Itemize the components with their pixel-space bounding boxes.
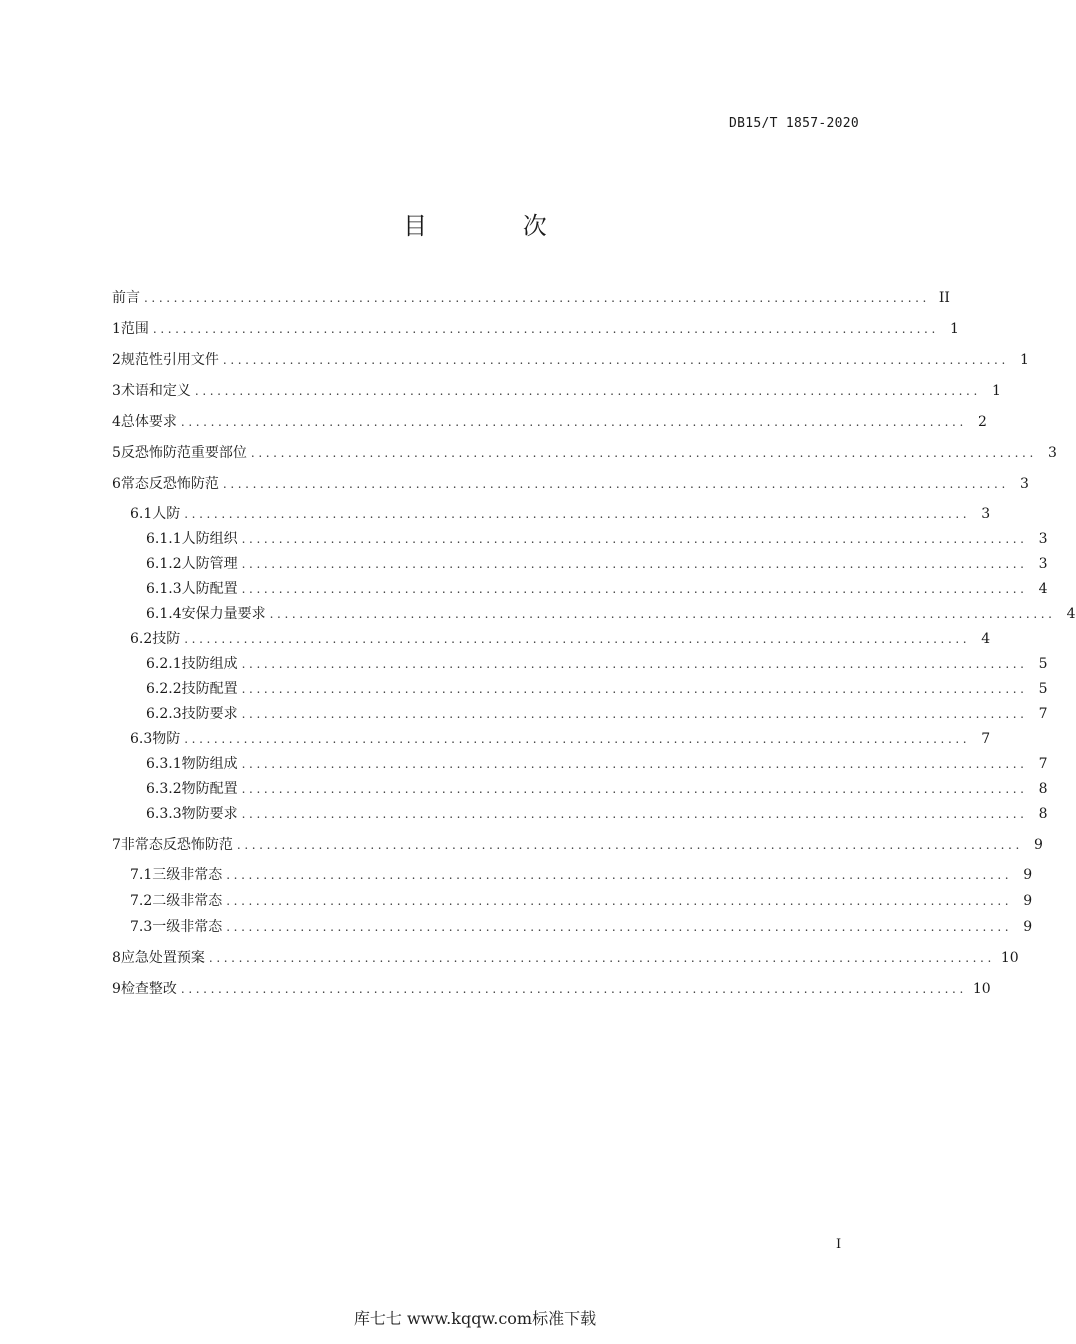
toc-entry-number: 6.3.3: [146, 806, 182, 822]
toc-entry[interactable]: [112, 865, 1033, 885]
toc-entry-page: 9: [1023, 867, 1033, 883]
toc-entry[interactable]: [112, 579, 1048, 599]
toc-dot-leader: ..........................................................................................................: [184, 732, 971, 746]
toc-entry-page: 4: [1038, 581, 1048, 597]
toc-entry[interactable]: [112, 979, 991, 999]
toc-entry[interactable]: [112, 779, 1048, 799]
toc-dot-leader: ..........................................................................................................: [241, 807, 1028, 821]
toc-entry-page: 3: [1038, 556, 1048, 572]
toc-entry-label: 应急处置预案: [120, 950, 205, 966]
toc-dot-leader: ..........................................................................................................: [180, 982, 967, 996]
toc-entry[interactable]: [112, 629, 991, 649]
toc-entry-page: 4: [1066, 606, 1076, 622]
toc-dot-leader: ..........................................................................................................: [180, 415, 967, 429]
toc-entry-number: 6.2: [130, 631, 153, 647]
page-title: 目 次: [403, 212, 591, 240]
toc-entry[interactable]: [112, 804, 1048, 824]
toc-entry-label: 规范性引用文件: [120, 352, 219, 368]
toc-entry-number: 6.2.3: [146, 706, 182, 722]
toc-entry-number: 6: [112, 476, 121, 492]
toc-entry-label: 人防管理: [181, 556, 238, 572]
toc-entry[interactable]: [112, 917, 1033, 937]
toc-entry-label: 技防: [152, 631, 181, 647]
toc-dot-leader: ..........................................................................................................: [226, 894, 1013, 908]
watermark: 库七七 www.kqqw.com标准下载: [353, 1309, 597, 1328]
toc-entry-number: 3: [112, 383, 121, 399]
toc-entry-label: 常态反恐怖防范: [120, 476, 219, 492]
toc-dot-leader: ..........................................................................................................: [184, 507, 971, 521]
toc-entry[interactable]: [112, 554, 1048, 574]
toc-dot-leader: ..........................................................................................................: [222, 477, 1009, 491]
toc-entry-label: 非常态反恐怖防范: [120, 837, 233, 853]
toc-entry-number: 4: [112, 414, 121, 430]
toc-entry-page: 3: [1047, 445, 1057, 461]
toc-dot-leader: ..........................................................................................................: [241, 532, 1028, 546]
toc-dot-leader: ..........................................................................................................: [241, 782, 1028, 796]
toc-dot-leader: ..........................................................................................................: [241, 582, 1028, 596]
toc-entry-number: 6.1.4: [146, 606, 182, 622]
toc-entry-page: 5: [1038, 681, 1048, 697]
toc-entry-page: 7: [981, 731, 991, 747]
document-code: DB15/T 1857-2020: [728, 116, 859, 131]
toc-entry-page: 1: [991, 383, 1001, 399]
toc-entry-label: 反恐怖防范重要部位: [120, 445, 247, 461]
toc-entry-number: 6.2.2: [146, 681, 182, 697]
toc-dot-leader: ..........................................................................................................: [241, 557, 1028, 571]
toc-entry-label: 前言: [112, 290, 140, 306]
toc-entry[interactable]: [112, 504, 991, 524]
toc-entry[interactable]: [112, 754, 1048, 774]
toc-entry-page: 5: [1038, 656, 1048, 672]
toc-dot-leader: ..........................................................................................................: [194, 384, 981, 398]
page-number: I: [836, 1237, 842, 1252]
toc-entry[interactable]: [112, 288, 950, 308]
toc-entry-label: 物防要求: [181, 806, 238, 822]
toc-entry-number: 6.3.2: [146, 781, 182, 797]
toc-dot-leader: ..........................................................................................................: [269, 607, 1056, 621]
toc-entry-page: 1: [1019, 352, 1029, 368]
toc-entry-label: 技防配置: [181, 681, 238, 697]
toc-entry[interactable]: [112, 443, 1057, 463]
table-of-contents: [112, 288, 1076, 999]
toc-entry-page: 3: [1019, 476, 1029, 492]
toc-entry[interactable]: [112, 654, 1048, 674]
toc-entry-label: 人防组织: [181, 531, 238, 547]
toc-entry-number: 7.2: [130, 893, 153, 909]
toc-entry-number: 7.1: [130, 867, 153, 883]
toc-entry[interactable]: [112, 529, 1048, 549]
toc-entry-label: 三级非常态: [152, 867, 223, 883]
toc-entry[interactable]: [112, 948, 1019, 968]
toc-entry-number: 6.2.1: [146, 656, 182, 672]
toc-entry[interactable]: [112, 350, 1029, 370]
toc-dot-leader: ..........................................................................................................: [250, 446, 1037, 460]
toc-entry[interactable]: [112, 319, 959, 339]
toc-dot-leader: ..........................................................................................................: [236, 838, 1023, 852]
toc-entry-page: 8: [1038, 781, 1048, 797]
toc-dot-leader: ..........................................................................................................: [226, 920, 1013, 934]
toc-entry-number: 6.1.2: [146, 556, 182, 572]
toc-entry-number: 6.3: [130, 731, 153, 747]
toc-entry-label: 人防: [152, 506, 181, 522]
toc-entry-label: 物防组成: [181, 756, 238, 772]
toc-entry[interactable]: [112, 891, 1033, 911]
toc-entry-number: 6.1: [130, 506, 153, 522]
toc-dot-leader: ..........................................................................................................: [222, 353, 1009, 367]
toc-entry-label: 范围: [120, 321, 149, 337]
toc-dot-leader: ..........................................................................................................: [184, 632, 971, 646]
toc-entry-number: 2: [112, 352, 121, 368]
toc-entry-page: 10: [972, 981, 991, 997]
toc-entry-label: 物防配置: [181, 781, 238, 797]
toc-dot-leader: ..........................................................................................................: [226, 868, 1013, 882]
toc-entry-number: 6.1.1: [146, 531, 182, 547]
toc-entry[interactable]: [112, 412, 987, 432]
toc-entry-page: 2: [977, 414, 987, 430]
toc-dot-leader: ..........................................................................................................: [241, 682, 1028, 696]
toc-entry[interactable]: [112, 604, 1076, 624]
toc-entry-label: 术语和定义: [120, 383, 191, 399]
toc-dot-leader: ..........................................................................................................: [144, 291, 930, 305]
toc-entry[interactable]: [112, 704, 1048, 724]
toc-entry-label: 人防配置: [181, 581, 238, 597]
toc-entry-number: 6.3.1: [146, 756, 182, 772]
toc-entry-number: 6.1.3: [146, 581, 182, 597]
toc-dot-leader: ..........................................................................................................: [241, 707, 1028, 721]
toc-entry-page: 7: [1038, 706, 1048, 722]
toc-entry-page: 7: [1038, 756, 1048, 772]
toc-dot-leader: ..........................................................................................................: [208, 951, 995, 965]
toc-entry[interactable]: [112, 835, 1043, 855]
toc-entry[interactable]: [112, 381, 1001, 401]
toc-entry-number: 7: [112, 837, 121, 853]
toc-entry-number: 5: [112, 445, 121, 461]
toc-entry-label: 技防组成: [181, 656, 238, 672]
toc-entry-label: 一级非常态: [152, 919, 223, 935]
toc-entry-number: 8: [112, 950, 121, 966]
toc-entry-number: 9: [112, 981, 121, 997]
toc-entry-page: 9: [1023, 893, 1033, 909]
toc-entry-number: 7.3: [130, 919, 153, 935]
toc-entry-label: 安保力量要求: [181, 606, 266, 622]
toc-entry-page: 9: [1023, 919, 1033, 935]
toc-entry-label: 总体要求: [120, 414, 177, 430]
toc-entry-label: 物防: [152, 731, 181, 747]
toc-entry-page: II: [938, 290, 950, 306]
toc-entry-label: 二级非常态: [152, 893, 223, 909]
toc-dot-leader: ..........................................................................................................: [241, 657, 1028, 671]
toc-entry-label: 技防要求: [181, 706, 238, 722]
toc-entry[interactable]: [112, 679, 1048, 699]
toc-dot-leader: ..........................................................................................................: [241, 757, 1028, 771]
toc-entry-label: 检查整改: [120, 981, 177, 997]
toc-dot-leader: ..........................................................................................................: [152, 322, 939, 336]
toc-entry-page: 1: [949, 321, 959, 337]
toc-entry-page: 3: [1038, 531, 1048, 547]
toc-entry[interactable]: [112, 729, 991, 749]
toc-entry-page: 4: [981, 631, 991, 647]
toc-entry-page: 9: [1033, 837, 1043, 853]
toc-entry[interactable]: [112, 474, 1029, 494]
toc-entry-page: 10: [1000, 950, 1019, 966]
toc-entry-number: 1: [112, 321, 121, 337]
toc-entry-page: 8: [1038, 806, 1048, 822]
toc-entry-page: 3: [981, 506, 991, 522]
